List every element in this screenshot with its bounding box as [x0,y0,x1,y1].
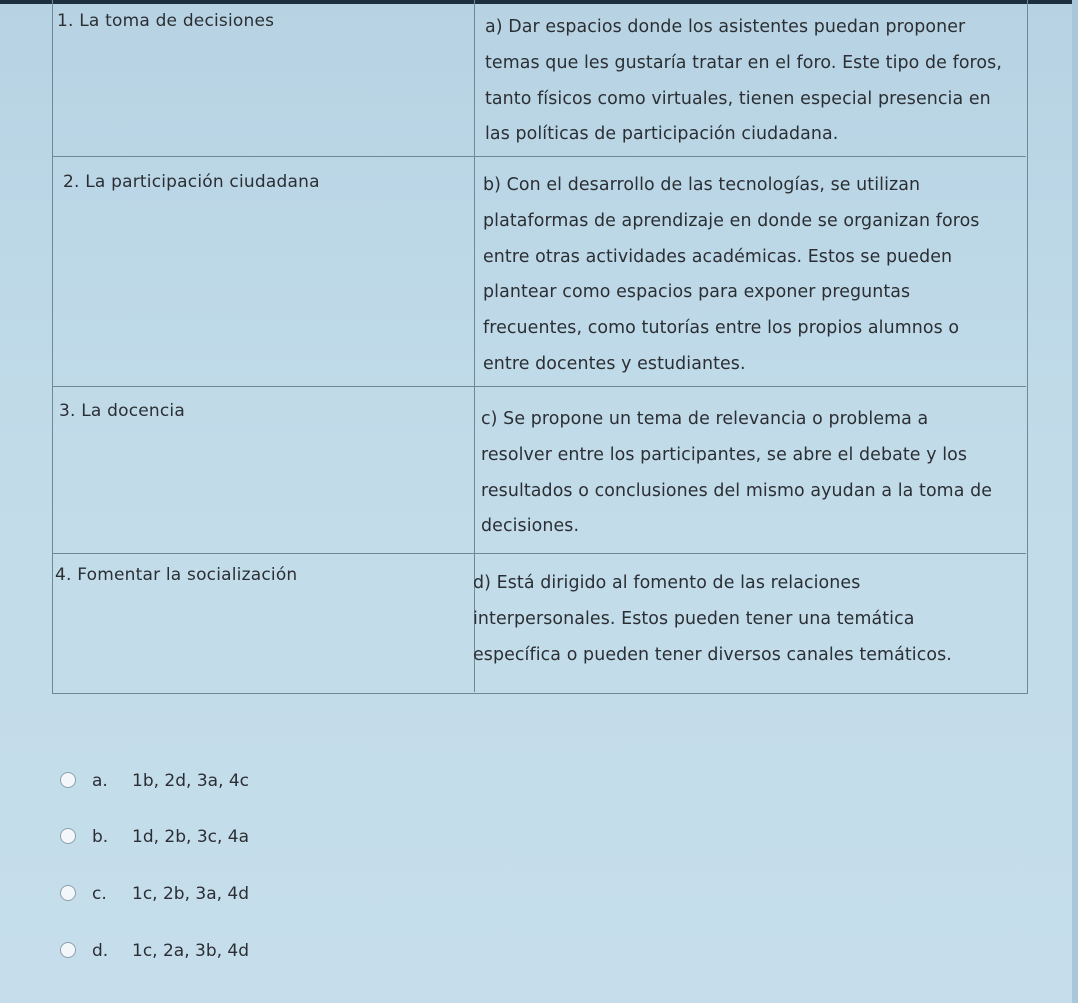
option-letter: a. [92,771,108,791]
definition-b: b) Con el desarrollo de las tecnologías, se utilizan plataformas de aprendizaje en donde se organizan foros entre otras actividades académicas. Estos se pueden plantear como espacios para exponer preguntas frecuentes, como tutorías entre los propios alumnos o entre docentes y estudiantes. [483,175,980,374]
row-separator [53,553,1026,554]
radio-button-icon[interactable] [60,772,76,788]
option-letter: d. [92,941,109,961]
option-a[interactable] [60,770,460,794]
radio-button-icon[interactable] [60,885,76,901]
screen-right-edge [1072,0,1078,1003]
option-text: 1c, 2a, 3b, 4d [132,941,250,961]
row-separator [53,156,1026,157]
matching-table [52,0,1028,694]
option-text: 1b, 2d, 3a, 4c [132,771,250,791]
option-text: 1c, 2b, 3a, 4d [132,884,250,904]
concept-2: 2. La participación ciudadana [63,172,320,192]
definition-c: c) Se propone un tema de relevancia o problema a resolver entre los participantes, se abre el debate y los resultados o conclusiones del mismo ayudan a la toma de decisiones. [481,409,993,537]
concept-4: 4. Fomentar la socialización [55,565,298,585]
concept-1: 1. La toma de decisiones [57,11,275,31]
option-letter: c. [92,884,107,904]
radio-button-icon[interactable] [60,942,76,958]
option-d[interactable] [60,940,460,964]
option-b[interactable] [60,826,460,850]
concept-3: 3. La docencia [59,401,185,421]
option-c[interactable] [60,883,460,907]
option-letter: b. [92,827,109,847]
radio-button-icon[interactable] [60,828,76,844]
definition-a: a) Dar espacios donde los asistentes puedan proponer temas que les gustaría tratar en el foro. Este tipo de foros, tanto físicos como virtuales, tienen especial presencia en las políticas de participación ciudadana. [485,17,1002,145]
option-text: 1d, 2b, 3c, 4a [132,827,250,847]
definition-d: d) Está dirigido al fomento de las relaciones interpersonales. Estos pueden tener una temática específica o pueden tener diversos canales temáticos. [473,573,952,665]
row-separator [53,386,1026,387]
